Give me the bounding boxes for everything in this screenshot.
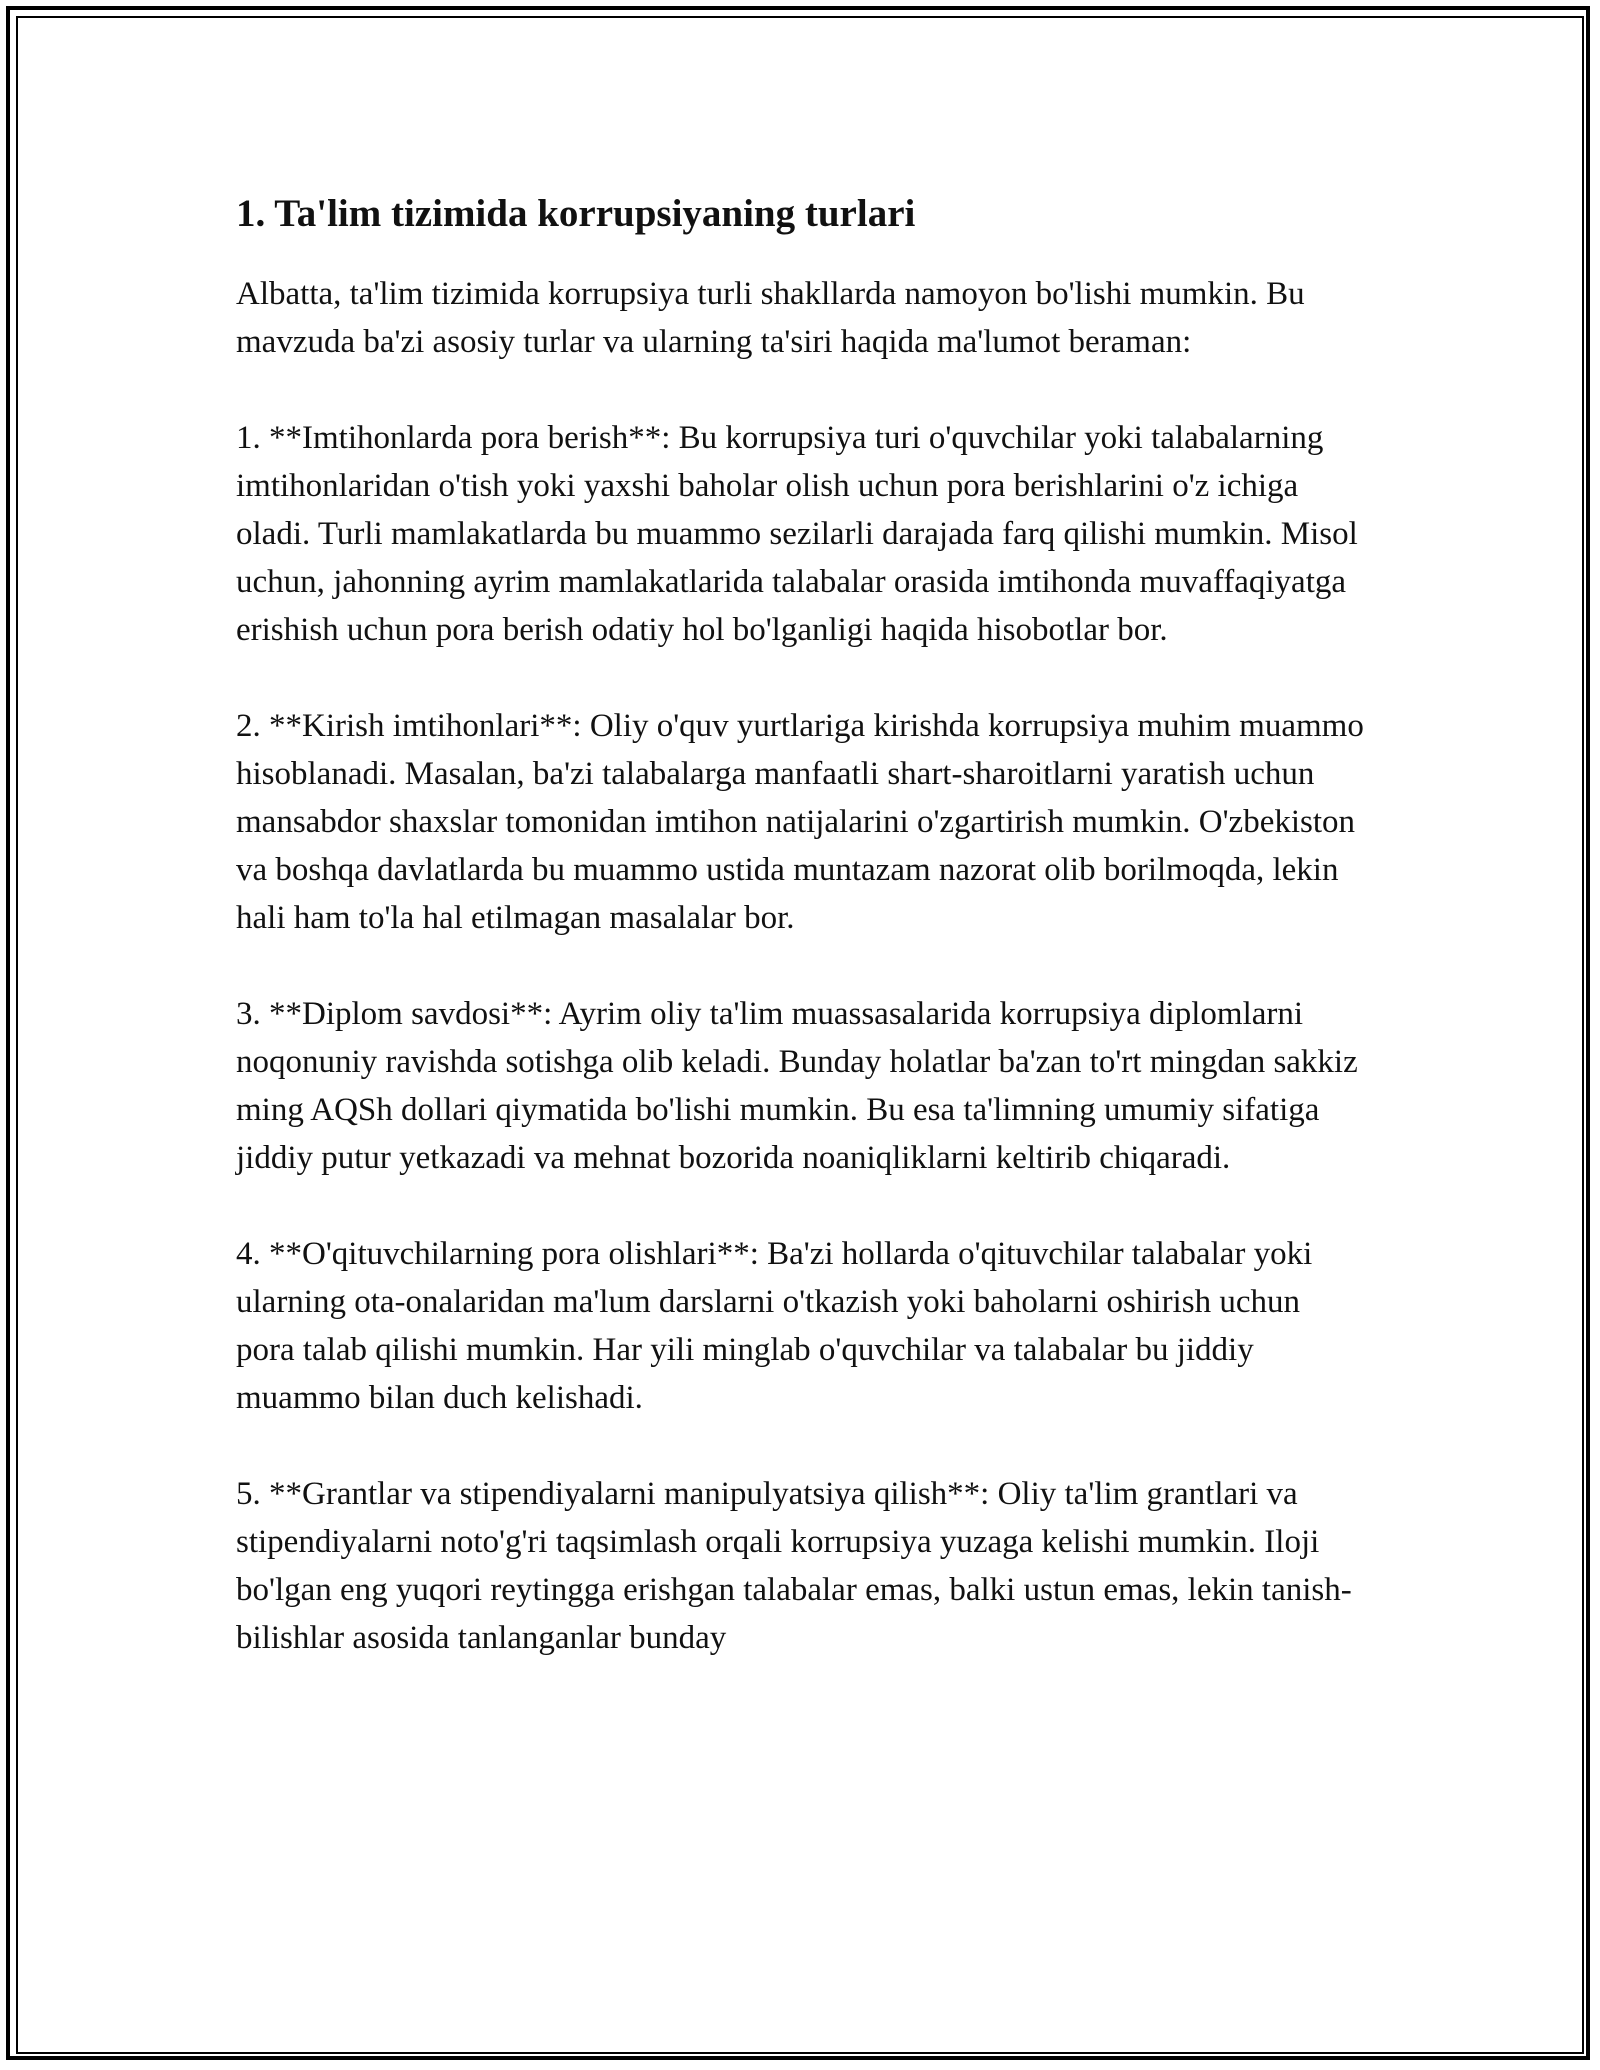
document-title: 1. Ta'lim tizimida korrupsiyaning turlari: [236, 192, 916, 235]
item-paragraph-4: 4. **O'qituvchilarning pora olishlari**: Ba'zi hollarda o'qituvchilar talabalar yoki ularning ota-onalaridan ma'lum darslarni o'tkazish yoki baholarni oshirish uchun pora talab qilishi mumkin. Har yili minglab o'quvchilar va talabalar bu jiddiy muammo bilan duch kelishadi.: [236, 1236, 1313, 1416]
item-paragraph-5: 5. **Grantlar va stipendiyalarni manipulyatsiya qilish**: Oliy ta'lim grantlari va stipendiyalarni noto'g'ri taqsimlash orqali korrupsiya yuzaga kelishi mumkin. Iloji bo'lgan eng yuqori reytingga erishgan talabalar emas, balki ustun emas, lekin tanish-bilishlar asosida tanlanganlar bunday: [236, 1476, 1352, 1656]
intro-paragraph: Albatta, ta'lim tizimida korrupsiya turli shakllarda namoyon bo'lishi mumkin. Bu mavzuda ba'zi asosiy turlar va ularning ta'siri haqida ma'lumot beraman:: [236, 276, 1305, 360]
item-paragraph-3: 3. **Diplom savdosi**: Ayrim oliy ta'lim muassasalarida korrupsiya diplomlarni noqonuniy ravishda sotishga olib keladi. Bunday holatlar ba'zan to'rt mingdan sakkiz ming AQSh dollari qiymatida bo'lishi mumkin. Bu esa ta'limning umumiy sifatiga jiddiy putur yetkazadi va mehnat bozorida noaniqliklarni keltirib chiqaradi.: [236, 996, 1358, 1176]
document-body: [236, 188, 1366, 1710]
item-paragraph-2: 2. **Kirish imtihonlari**: Oliy o'quv yurtlariga kirishda korrupsiya muhim muammo hisoblanadi. Masalan, ba'zi talabalarga manfaatli shart-sharoitlarni yaratish uchun mansabdor shaxslar tomonidan imtihon natijalarini o'zgartirish mumkin. O'zbekiston va boshqa davlatlarda bu muammo ustida muntazam nazorat olib borilmoqda, lekin hali ham to'la hal etilmagan masalalar bor.: [236, 708, 1364, 936]
item-paragraph-1: 1. **Imtihonlarda pora berish**: Bu korrupsiya turi o'quvchilar yoki talabalarning imtihonlaridan o'tish yoki yaxshi baholar olish uchun pora berishlarini o'z ichiga oladi. Turli mamlakatlarda bu muammo sezilarli darajada farq qilishi mumkin. Misol uchun, jahonning ayrim mamlakatlarida talabalar orasida imtihonda muvaffaqiyatga erishish uchun pora berish odatiy hol bo'lganligi haqida hisobotlar bor.: [236, 420, 1358, 648]
